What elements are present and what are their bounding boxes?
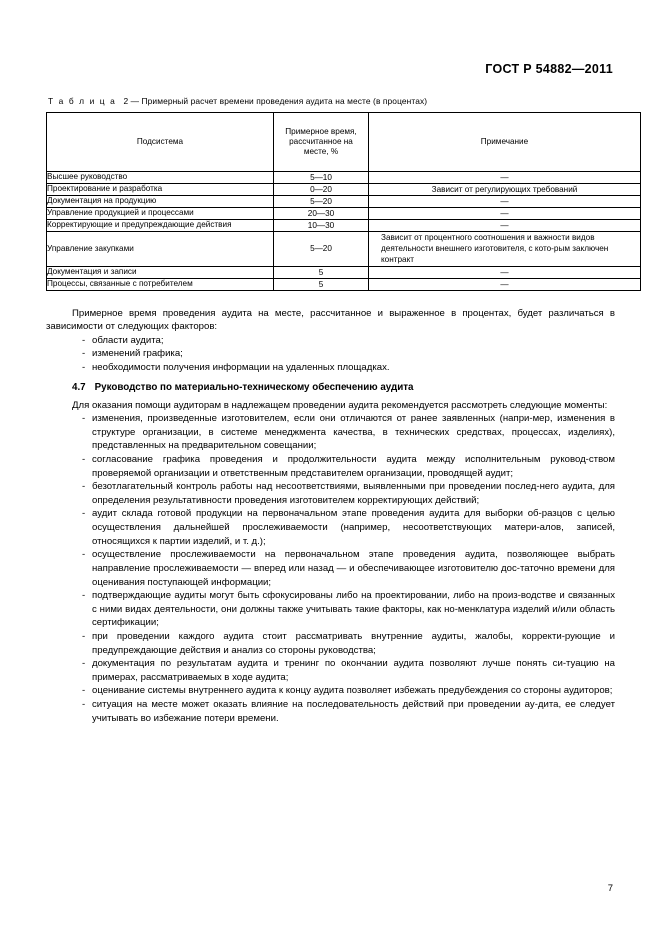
table-row	[47, 196, 641, 208]
cell-time: 0—20	[274, 184, 369, 196]
cell-subsystem: Управление продукцией и процессами	[47, 208, 274, 220]
table-caption-number: 2	[123, 96, 129, 106]
cell-time: 5	[274, 266, 369, 278]
section-heading	[46, 381, 615, 395]
list-item: - аудит склада готовой продукции на первоначальном этапе проведения аудита для выборки об-разцов с целью осуществления дальнейшей прослеживаемости (например, несоответствующих матери-алов, записей, относящихся к партии изделий, и т. д.);	[46, 507, 615, 548]
list-item: - необходимости получения информации на удаленных площадках.	[46, 361, 615, 375]
list-item: - области аудита;	[46, 334, 615, 348]
cell-subsystem: Проектирование и разработка	[47, 184, 274, 196]
cell-note: —	[369, 220, 641, 232]
cell-subsystem: Корректирующие и предупреждающие действия	[47, 220, 274, 232]
list-item: - изменений графика;	[46, 347, 615, 361]
cell-subsystem: Документация и записи	[47, 266, 274, 278]
list-item: - подтверждающие аудиты могут быть сфокусированы либо на проектировании, либо на произ-водстве и связанных с ними видах деятельности, они должны также учитывать такие факторы, как но-менклатура изделий и/или область сертификации;	[46, 589, 615, 630]
cell-note: —	[369, 196, 641, 208]
cell-time: 5—20	[274, 196, 369, 208]
cell-note: —	[369, 208, 641, 220]
table-row	[47, 172, 641, 184]
list-item: - согласование графика проведения и продолжительности аудита между исполнительным руковод-ством проверяемой организации и ответственным представителем организации, проводящей аудит;	[46, 453, 615, 480]
column-header-note: Примечание	[369, 113, 641, 172]
table-row	[47, 232, 641, 266]
cell-note: Зависит от регулирующих требований	[369, 184, 641, 196]
table-row	[47, 278, 641, 290]
list-item: - оценивание системы внутреннего аудита к концу аудита позволяет избежать предубеждения со стороны аудиторов;	[46, 684, 615, 698]
cell-subsystem: Документация на продукцию	[47, 196, 274, 208]
cell-time: 10—30	[274, 220, 369, 232]
table-head	[47, 113, 641, 172]
list-item: - ситуация на месте может оказать влияние на последовательность действий при проведении ау-дита, ее следует учитывать во избежание потери времени.	[46, 698, 615, 725]
intro-paragraph: Примерное время проведения аудита на месте, рассчитанное и выраженное в процентах, будет различаться в зависимости от следующих факторов:	[46, 307, 615, 333]
cell-time: 5—20	[274, 232, 369, 266]
section-title: Руководство по материально-техническому обеспечению аудита	[94, 381, 414, 393]
audit-time-table	[46, 112, 641, 291]
section-intro-paragraph: Для оказания помощи аудиторам в надлежащем проведении аудита рекомендуется рассмотреть следующие моменты:	[72, 399, 608, 411]
cell-time: 5	[274, 278, 369, 290]
page-number: 7	[607, 883, 613, 894]
body-content	[46, 307, 615, 726]
table-row	[47, 266, 641, 278]
table-row	[47, 208, 641, 220]
list-item: - при проведении каждого аудита стоит рассматривать внутренние аудиты, жалобы, корректи-рующие и предупреждающие действия и анализ со стороны руководства;	[46, 630, 615, 657]
table-caption	[46, 96, 615, 106]
list-item: - безотлагательный контроль работы над несоответствиями, выявленными при проведении послед-него аудита, для определения результативности проведения изготовителем корректирующих действий;	[46, 480, 615, 507]
cell-time: 5—10	[274, 172, 369, 184]
table-caption-label: Т а б л и ц а	[48, 96, 117, 106]
guidance-list	[46, 412, 615, 725]
cell-note: —	[369, 278, 641, 290]
cell-note: —	[369, 266, 641, 278]
table-body	[47, 172, 641, 291]
list-item: - изменения, произведенные изготовителем, если они отличаются от ранее заявленных (напри-мер, изменения в структуре организации, в системе менеджмента качества, в технических средствах, процессах, изделиях), представленных на предварительном совещании;	[46, 412, 615, 453]
table-caption-text: — Примерный расчет времени проведения аудита на месте (в процентах)	[130, 96, 428, 106]
cell-subsystem: Управление закупками	[47, 232, 274, 266]
table-header-row	[47, 113, 641, 172]
cell-note: Зависит от процентного соотношения и важности видов деятельности внешнего изготовителя, с кото-рым заключен контракт	[369, 232, 641, 266]
column-header-time: Примерное время, рассчитанное на месте, %	[274, 113, 369, 172]
table-row	[47, 184, 641, 196]
table-row	[47, 220, 641, 232]
cell-note: —	[369, 172, 641, 184]
section-number: 4.7	[72, 381, 86, 393]
cell-subsystem: Процессы, связанные с потребителем	[47, 278, 274, 290]
list-item: - осуществление прослеживаемости на первоначальном этапе проведения аудита, позволяющее выбрать направление прослеживаемости — вперед или назад — и обеспечивающее изготовителю дос-таточно времени для оценивания поступающей информации;	[46, 548, 615, 589]
cell-subsystem: Высшее руководство	[47, 172, 274, 184]
list-item: - документация по результатам аудита и тренинг по окончании аудита позволяют лучше понять си-туацию на примерах, рассматриваемых в ходе аудита;	[46, 657, 615, 684]
standard-designation: ГОСТ Р 54882—2011	[485, 62, 613, 76]
factors-list	[46, 334, 615, 375]
cell-time: 20—30	[274, 208, 369, 220]
column-header-subsystem: Подсистема	[47, 113, 274, 172]
